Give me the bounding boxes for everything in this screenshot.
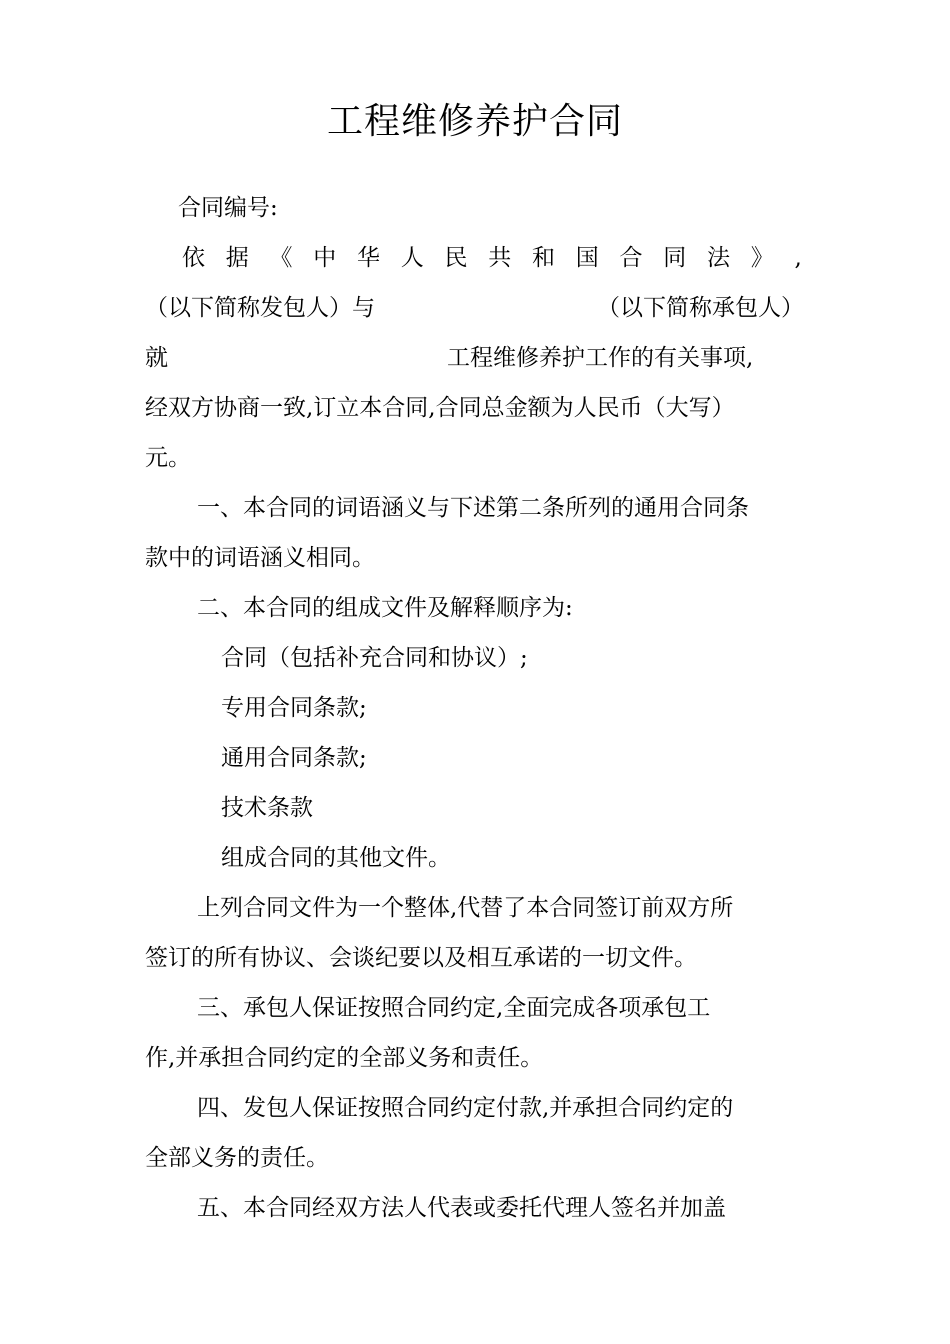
preamble-law-char: 同 <box>663 245 687 271</box>
preamble-law-char: 合 <box>619 245 643 271</box>
preamble-law-char: 中 <box>313 245 337 271</box>
clause-1-line-1: 一、本合同的词语涵义与下述第二条所列的通用合同条 <box>197 495 749 521</box>
preamble-contractor: （以下简称承包人） <box>597 295 804 321</box>
clause-3-line-1: 三、承包人保证按照合同约定,全面完成各项承包工 <box>197 995 711 1021</box>
clause-2-summary-line-2: 签订的所有协议、会谈纪要以及相互承诺的一切文件。 <box>145 945 697 971</box>
preamble-law-line <box>182 243 802 273</box>
preamble-law-char: 法 <box>707 245 730 271</box>
clause-4-line-1: 四、发包人保证按照合同约定付款,并承担合同约定的 <box>197 1095 734 1121</box>
preamble-law-char: 《 <box>269 245 293 271</box>
clause-2-item: 组成合同的其他文件。 <box>221 845 451 871</box>
clause-2-item: 合同（包括补充合同和协议）; <box>221 645 528 671</box>
preamble-law-char: 华 <box>357 245 380 271</box>
clause-1-line-2: 款中的词语涵义相同。 <box>145 545 375 571</box>
document-title: 工程维修养护合同 <box>326 101 623 142</box>
preamble-law-char: , <box>794 245 802 271</box>
clause-3-line-2: 作,并承担合同约定的全部义务和责任。 <box>145 1045 544 1071</box>
preamble-law-char: 国 <box>575 245 599 271</box>
preamble-law-char: 共 <box>488 245 512 271</box>
preamble-law-char: 》 <box>750 245 774 271</box>
preamble-law-char: 民 <box>444 245 468 271</box>
clause-2-item: 通用合同条款; <box>221 745 367 771</box>
clause-4-line-2: 全部义务的责任。 <box>145 1145 329 1171</box>
preamble-project-prefix: 就 <box>145 345 168 371</box>
clause-5-line-1: 五、本合同经双方法人代表或委托代理人签名并加盖 <box>197 1195 726 1221</box>
preamble-law-char: 人 <box>400 245 424 271</box>
contract-number-label: 合同编号: <box>178 195 278 221</box>
clause-2-item: 技术条款 <box>221 795 313 821</box>
preamble-employer: （以下简称发包人）与 <box>145 295 375 321</box>
clause-2-item: 专用合同条款; <box>221 695 367 721</box>
preamble-law-char: 依 <box>182 245 205 271</box>
clause-2-heading: 二、本合同的组成文件及解释顺序为: <box>197 595 573 621</box>
preamble-project-matter: 工程维修养护工作的有关事项, <box>447 345 754 371</box>
preamble-law-char: 据 <box>225 245 249 271</box>
preamble-amount-unit: 元。 <box>145 445 191 471</box>
clause-2-summary-line-1: 上列合同文件为一个整体,代替了本合同签订前双方所 <box>197 895 734 921</box>
preamble-law-char: 和 <box>532 245 555 271</box>
preamble-amount-line: 经双方协商一致,订立本合同,合同总金额为人民币（大写） <box>145 395 735 421</box>
